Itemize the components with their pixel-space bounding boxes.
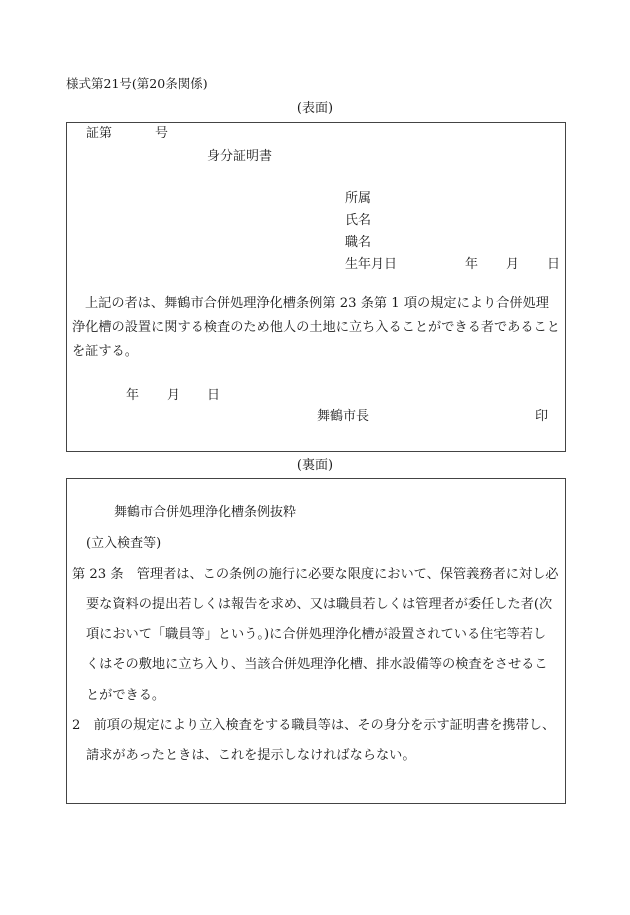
issue-date-year: 年 (126, 388, 140, 403)
article-line: とができる。 (86, 688, 166, 703)
article-line: 項において「職員等」という。)に合併処理浄化槽が設置されている住宅等若し (86, 627, 547, 642)
article-line: 要な資料の提出若しくは報告を求め、又は職員若しくは管理者が委任した者(次 (86, 597, 553, 612)
field-affiliation: 所属 (345, 191, 372, 206)
issue-date-day: 日 (207, 388, 221, 403)
field-position: 職名 (345, 235, 372, 250)
field-birth-year: 年 (465, 257, 479, 272)
field-birth-day: 日 (547, 257, 561, 272)
form-number-label: 様式第21号(第20条関係) (66, 76, 208, 91)
article-line: 第 23 条 管理者は、この条例の施行に必要な限度において、保管義務者に対し必 (72, 567, 559, 582)
issuer-title: 舞鶴市長 (317, 409, 370, 424)
seal-mark: 印 (535, 409, 549, 424)
back-side-label: (裏面) (296, 458, 334, 473)
certificate-title: 身分証明書 (207, 149, 273, 164)
article-heading: (立入検査等) (86, 536, 162, 551)
excerpt-title: 舞鶴市合併処理浄化槽条例抜粋 (114, 505, 297, 520)
front-side-label: (表面) (296, 101, 334, 116)
field-name: 氏名 (345, 213, 372, 228)
field-birth-date: 生年月日 (345, 257, 398, 272)
issue-date-month: 月 (167, 388, 181, 403)
field-birth-month: 月 (506, 257, 520, 272)
paragraph-two-line: 請求があったときは、これを提示しなければならない。 (86, 748, 416, 763)
paragraph-two-line: 2 前項の規定により立入検査をする職員等は、その身分を示す証明書を携帯し、 (72, 718, 556, 733)
article-line: くはその敷地に立ち入り、当該合併処理浄化槽、排水設備等の検査をさせるこ (86, 657, 548, 672)
front-certificate-frame (66, 122, 566, 452)
certificate-body-text: 上記の者は、舞鶴市合併処理浄化槽条例第 23 条第 1 項の規定により合併処理浄化槽の設置に関する検査のため他人の土地に立ち入ることができる者であることを証する。 (72, 296, 560, 359)
certificate-number-prefix: 証第 (86, 126, 113, 141)
certificate-number-suffix: 号 (155, 126, 169, 141)
